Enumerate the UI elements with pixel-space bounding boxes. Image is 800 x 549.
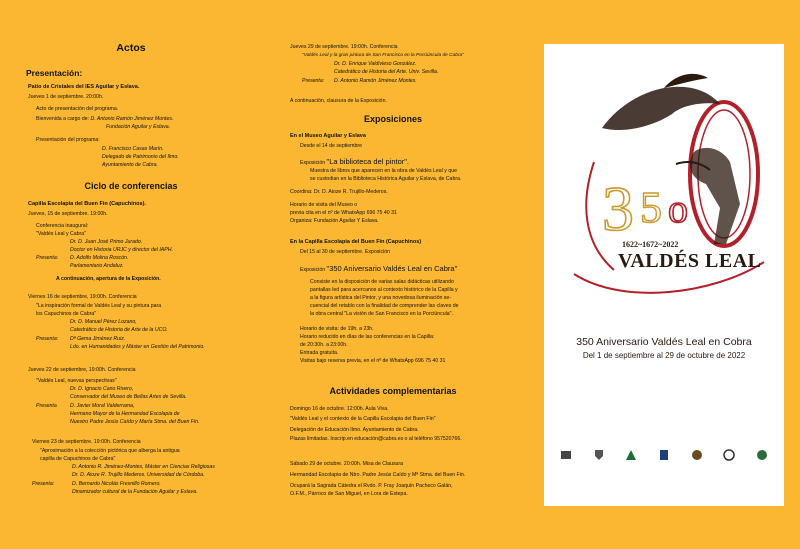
actividad1-titulo: "Valdés Leal y el contexto de la Capilla Escolapia del Buen Fin" [290, 416, 436, 422]
expo2-horario-3: de 20:30h. a 23:00h. [300, 342, 348, 348]
red-zero-small: o [668, 186, 688, 231]
conf3-presentador-cargo-2: Nuestro Padre Jesús Caído y María Stma. del Buen Fin. [70, 419, 200, 425]
conf2-titulo-2: los Capuchinos de Cabra" [36, 311, 97, 317]
presentador-name: D. Francisco Casas Marín. [102, 146, 164, 152]
conf5-ponente-cargo: Catedrático de Historia del Arte. Univ. Sevilla. [334, 69, 439, 75]
conf2-presentador: Dª Gema Jiménez Ruiz. [70, 336, 126, 342]
presentador-role: Delegado de Patrimonio del Ilmo. [102, 154, 179, 160]
presentador-org: Ayuntamiento de Cabra. [102, 162, 158, 168]
heading-presentacion: Presentación: [26, 68, 83, 78]
conf1-presentador-cargo: Parlamentario Andaluz. [70, 263, 124, 269]
column-left [0, 0, 262, 549]
gold-fifty: 5 [640, 183, 662, 232]
conf1-titulo: "Valdés Leal y Cabra" [36, 231, 87, 237]
expo2-desc-4: cuencial del retablo con la finalidad de comprender las claves de [310, 303, 459, 309]
hat-brim [664, 74, 708, 88]
conf1-ponente: Dr. D. Juan José Primo Jurado. [70, 239, 143, 245]
conf5-fecha: Jueves 29 de septiembre. 19:00h. Conferencia [290, 44, 398, 50]
actividad1-inscripcion: Plazas limitadas. Inscrip.en educación@cabra.es o al teléfono 957520766. [290, 436, 462, 442]
conf2-titulo-1: "La inspiración formal de Valdés Leal y su pintura para [36, 303, 162, 309]
section-title-actos: Actos [116, 42, 146, 54]
conf3-presentador: D. Javier Moral Valderrama, [70, 403, 135, 409]
conf5-ponente: Dr. D. Enrique Valdivieso González. [334, 61, 417, 67]
actividad2-fecha: Sábado 29 de octubre. 20:00h. Misa de Clausura [290, 461, 404, 467]
cover-title: VALDÉS LEAL [618, 250, 762, 272]
cover-subtitle: 350 Aniversario Valdés Leal en Cobra [576, 336, 752, 348]
conf4-ponente-2: Dr. D. Aioze R. Trujillo Mederos. Universidad de Córdoba. [72, 472, 205, 478]
expo2-desc-1: Consiste en la disposición de varias salas didácticas utilizando [310, 279, 454, 285]
presentacion-fecha: Jueves 1 de septiembre. 20:00h. [28, 94, 104, 100]
conf3-titulo: "Valdés Leal, nuevas perspectivas" [36, 378, 117, 384]
expo1-coordina: Coordina: Dr. D. Aioze R. Trujillo-Mederos. [290, 189, 388, 195]
expo2-lugar: En la Capilla Escolapia del Buen Fin (Capuchinos) [290, 239, 422, 245]
conf3-presentador-cargo-1: Hermano Mayor de la Hermandad Escolapia de [70, 411, 180, 417]
conf4-presentador-cargo: Dinamizador cultural de la Fundación Aguilar y Eslava. [72, 489, 198, 495]
conf4-ponente-1: D. Antonio R. Jiménez-Montes, Máster en Ciencias Religiosas [72, 464, 215, 470]
actividad2-hermandad: Hermandad Escolapia de Ntro. Padre Jesús Caído y Mª Stma. del Buen Fin. [290, 472, 466, 478]
conf5-presenta-label: Presenta: [302, 78, 325, 84]
cover-artwork [544, 44, 784, 314]
escudo-logo [591, 447, 607, 463]
expo1-fecha: Desde el 14 de septiembre [300, 143, 362, 149]
conf2-fecha: Viernes 16 de septiembre, 19:00h. Conferencia [28, 294, 137, 300]
diputacion-logo [656, 447, 672, 463]
conf2-ponente-cargo: Catedrático de Historia de Arte de la UCO. [70, 327, 168, 333]
conf1-presentador: D. Adolfo Molina Roscón. [70, 255, 129, 261]
conf4-titulo-1: "Aproximación a la colección pictórica que alberga la antigua [40, 448, 180, 454]
expo2-desc-5: la obra central "La visión de San Francisco en la Porciúncula". [310, 311, 453, 317]
conf2-presenta-label: Presenta: [36, 336, 59, 342]
presentacion-lugar: Patio de Cristales del IES Aguilar y Eslava. [28, 84, 140, 90]
conf2-ponente: Dr. D. Manuel Pérez Lozano, [70, 319, 137, 325]
expo1-lugar: En el Museo Aguilar y Eslava [290, 133, 366, 139]
cofradia-logo [721, 447, 737, 463]
expo2-fecha: Del 15 al 30 de septiembre. Exposición [300, 249, 390, 255]
expo2-horario-1: Horario de visita: de 19h. a 23h. [300, 326, 374, 332]
ayuntamiento-logo [558, 447, 574, 463]
actividad2-catedra: Ocupará la Sagrada Cátedra el Rvdo. P. Fray Joaquín Pacheco Galán, [290, 483, 453, 489]
expo2-horario-2: Horario reducido en días de las conferencias en la Capilla: [300, 334, 435, 340]
expo2-titulo: Exposición "350 Aniversario Valdés Leal en Cabra" [300, 264, 458, 273]
ciclo-lugar: Capilla Escolapia del Buen Fin (Capuchinos). [28, 201, 146, 207]
conf1-apertura: A continuación, apertura de la Exposición. [56, 276, 161, 282]
cover-years: 1622~1672~2022 [622, 240, 679, 249]
bienvenida-org: Fundación Aguilar y Eslava. [106, 124, 171, 130]
expo1-organiza: Organiza: Fundación Aguilar Y Eslava. [290, 218, 379, 224]
conf1-tipo: Conferencia inaugural: [36, 223, 89, 229]
conf4-titulo-2: capilla de Capuchinos de Cabra" [40, 456, 116, 462]
section-title-actividades: Actividades complementarias [329, 386, 457, 396]
expo1-horario-1: Horario de visita del Museo o [290, 202, 358, 208]
conf5-presentador: D. Antonio Ramón Jiménez Montes. [334, 78, 417, 84]
cover-dates: Del 1 de septiembre al 29 de octubre de 2022 [582, 351, 746, 360]
expo1-titulo: Exposición "La biblioteca del pintor". [300, 157, 410, 166]
conf4-presenta-label: Presenta: [32, 481, 55, 487]
conf3-fecha: Jueves 22 de septiembre, 19:00h. Conferencia [28, 367, 136, 373]
bienvenida-label: Bienvenida a cargo de: D. Antonio Ramón Jiménez Montes. [36, 116, 174, 122]
expo1-horario-2: previa cita en el nº de WhatsApp 696 75 40 31 [290, 210, 397, 216]
conf1-presenta-label: Presenta: [36, 255, 59, 261]
hat-swoosh [602, 87, 720, 130]
conf5-titulo: "Valdés Leal y la gran pintura de San Francisco en la Porciúncula de Cabra" [302, 53, 464, 58]
conf2-presentador-cargo: Ldo. en Humanidades y Máster en Gestión del Patrimonio. [70, 344, 205, 350]
cover-panel [544, 44, 784, 506]
conf4-fecha: Viernes 23 de septiembre. 19:00h. Conferencia [32, 439, 141, 445]
section-title-ciclo: Ciclo de conferencias [84, 181, 178, 191]
conf1-ponente-cargo: Doctor en Historia URJC y director del IAPH. [70, 247, 173, 253]
expo1-desc-2: se custodian en la Biblioteca Histórica Aguilar y Eslava, de Cabra. [310, 176, 462, 182]
conf4-presentador: D. Bernardo Nicolás Fresnillo Romero. [72, 481, 161, 487]
conf5-clausura: A continuación, clausura de la Exposición. [290, 98, 387, 104]
presentacion-programa-label: Presentación del programa: [36, 137, 100, 143]
fundacion-logo [689, 447, 705, 463]
column-middle [262, 0, 524, 549]
conf1-fecha: Jueves, 15 de septiembre. 19:00h. [28, 211, 108, 217]
section-title-exposiciones: Exposiciones [363, 114, 423, 124]
conf3-ponente: Dr. D. Ignacio Cano Rivero, [70, 386, 134, 392]
expo2-desc-3: a la figura artística del Pintor, y una novedosa iluminación se- [310, 295, 452, 301]
expo2-desc-2: pantallas led para acercanos al contexto histórico de la Capilla y [310, 287, 458, 293]
expo2-entrada: Entrada gratuita. [300, 350, 339, 356]
actividad2-parroco: O.F.M., Párroco de San Miguel, en Lora de Estepa. [290, 491, 408, 497]
conf3-presenta-label: Presenta [36, 403, 57, 409]
actividad1-organiza: Delegación de Educación Ilmo. Ayuntamiento de Cabra. [290, 427, 419, 433]
gold-three: 3 [602, 173, 634, 244]
conf3-ponente-cargo: Conservador del Museo de Bellas Artes de Sevilla. [70, 394, 187, 400]
actividad1-fecha: Domingo 16 de octubre. 12:00h. Aula Viva. [290, 406, 389, 412]
presentacion-acto: Acto de presentación del programa. [36, 106, 119, 112]
sponsor-logos [558, 446, 770, 464]
expo2-reserva: Visitas bajo reserva previa, en el nº de WhatsApp 696 75 40 31 [300, 358, 446, 364]
junta-andalucia-logo [623, 447, 639, 463]
hermandad-logo [754, 447, 770, 463]
expo1-desc-1: Muestra de libros que aparecen en la obra de Valdés Leal y que [310, 168, 457, 174]
